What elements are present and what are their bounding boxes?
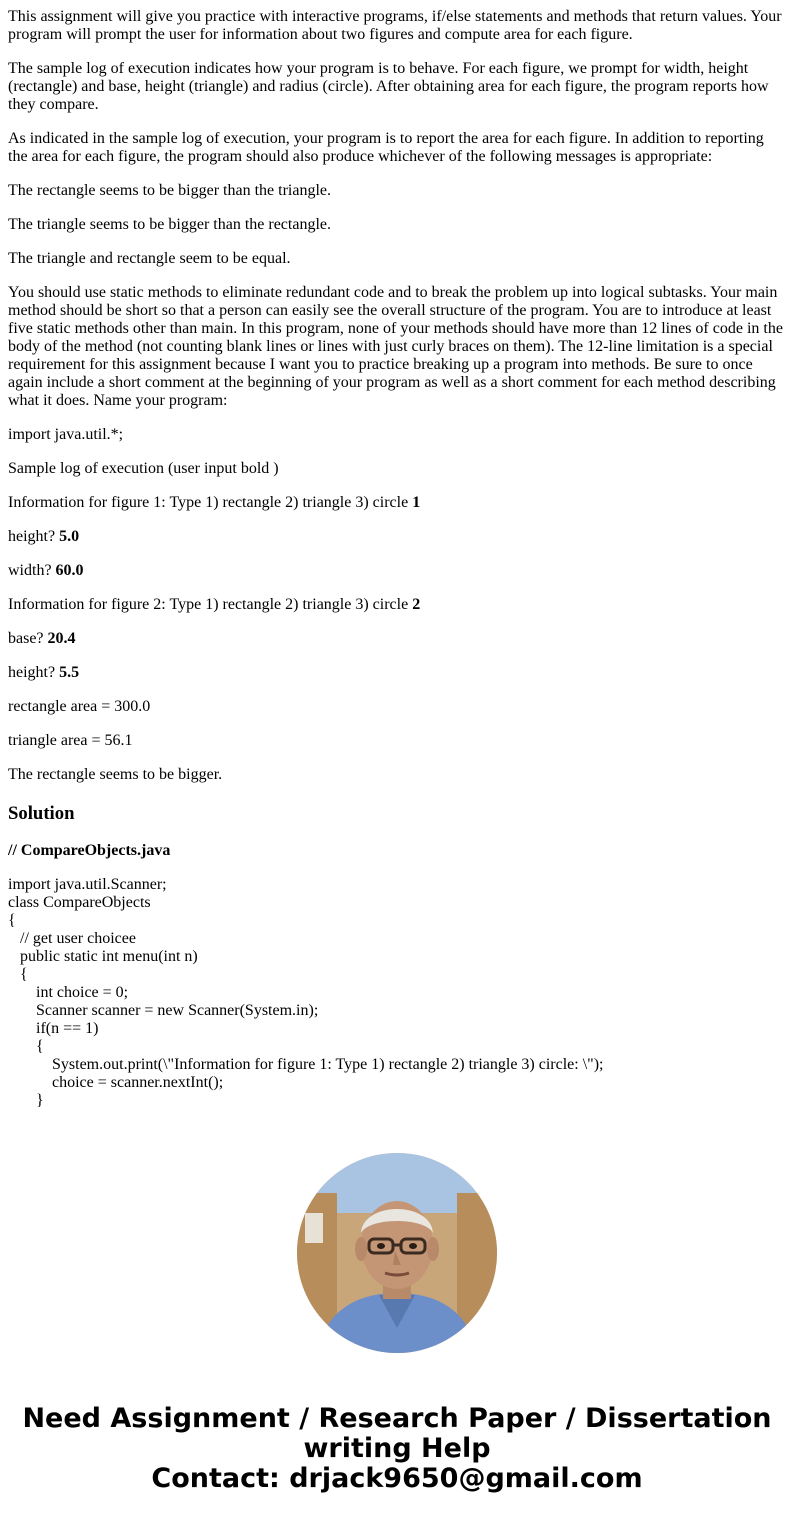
log-prompt: triangle area = 56.1 xyxy=(8,732,133,749)
log-line xyxy=(8,766,786,784)
sample-log-description: The sample log of execution indicates how your program is to behave. For each figure, we prompt for width, height (rectangle) and base, height (triangle) and radius (circle). After obtaining area for each figure, the program reports how they compare. xyxy=(8,60,769,113)
log-user-input: 5.5 xyxy=(59,664,80,681)
log-line xyxy=(8,630,786,648)
contact-banner xyxy=(0,1404,794,1494)
code-line: // get user choicee xyxy=(8,930,136,947)
log-prompt: The rectangle seems to be bigger. xyxy=(8,766,223,783)
log-line xyxy=(8,596,786,614)
log-user-input: 5.0 xyxy=(59,528,80,545)
import-line: import java.util.*; xyxy=(8,426,124,443)
code-line: int choice = 0; xyxy=(8,984,129,1001)
code-line: { xyxy=(8,912,16,929)
log-user-input: 2 xyxy=(412,596,421,613)
log-line xyxy=(8,494,786,512)
code-line: public static int menu(int n) xyxy=(8,948,198,965)
file-comment: // CompareObjects.java xyxy=(8,842,171,859)
log-line xyxy=(8,732,786,750)
code-line: } xyxy=(8,1092,44,1109)
code-line: class CompareObjects xyxy=(8,894,151,911)
message-rectangle-bigger: The rectangle seems to be bigger than the triangle. xyxy=(8,182,331,199)
sample-log-heading: Sample log of execution (user input bold ) xyxy=(8,460,279,477)
code-line: System.out.print(\"Information for figure 1: Type 1) rectangle 2) triangle 3) circle: \"); xyxy=(8,1056,604,1073)
log-user-input: 60.0 xyxy=(55,562,84,579)
requirements-paragraph: You should use static methods to eliminate redundant code and to break the problem up into logical subtasks. Your main method should be short so that a person can easily see the overall structure of the program. You are to introduce at least five static methods other than main. In this program, none of your methods should have more than 12 lines of code in the body of the method (not counting blank lines or lines with just curly braces on them). The 12-line limitation is a special requirement for this assignment because I want you to practice breaking up a program into methods. Be sure to once again include a short comment at the beginning of your program as well as a short comment for each method describing what it does. Name your program: xyxy=(8,284,783,409)
messages-description: As indicated in the sample log of execution, your program is to report the area for each figure. In addition to reporting the area for each figure, the program should also produce whichever of the following messages is appropriate: xyxy=(8,130,764,165)
code-block xyxy=(8,876,786,1110)
log-user-input: 20.4 xyxy=(47,630,76,647)
message-equal: The triangle and rectangle seem to be equal. xyxy=(8,250,291,267)
contact-email: Contact: drjack9650@gmail.com xyxy=(151,1463,643,1494)
banner-line: writing Help xyxy=(303,1433,491,1464)
log-prompt: base? xyxy=(8,630,48,647)
log-line xyxy=(8,664,786,682)
log-prompt: Information for figure 2: Type 1) rectangle 2) triangle 3) circle xyxy=(8,596,413,613)
log-line xyxy=(8,528,786,546)
banner-line: Need Assignment / Research Paper / Dissertation xyxy=(22,1403,772,1434)
log-user-input: 1 xyxy=(412,494,421,511)
avatar xyxy=(297,1153,497,1353)
log-prompt: height? xyxy=(8,528,60,545)
log-prompt: width? xyxy=(8,562,56,579)
code-line: { xyxy=(8,1038,44,1055)
code-line: Scanner scanner = new Scanner(System.in); xyxy=(8,1002,319,1019)
code-line: import java.util.Scanner; xyxy=(8,876,167,893)
code-line: choice = scanner.nextInt(); xyxy=(8,1074,224,1091)
solution-heading: Solution xyxy=(8,803,75,824)
log-prompt: Information for figure 1: Type 1) rectangle 2) triangle 3) circle xyxy=(8,494,413,511)
code-line: { xyxy=(8,966,28,983)
code-line: if(n == 1) xyxy=(8,1020,99,1037)
log-line xyxy=(8,562,786,580)
intro-paragraph: This assignment will give you practice with interactive programs, if/else statements and methods that return values. Your program will prompt the user for information about two figures and compute area for each figure. xyxy=(8,8,782,43)
message-triangle-bigger: The triangle seems to be bigger than the rectangle. xyxy=(8,216,331,233)
log-prompt: rectangle area = 300.0 xyxy=(8,698,151,715)
log-prompt: height? xyxy=(8,664,60,681)
log-line xyxy=(8,698,786,716)
avatar-portrait-image xyxy=(297,1153,497,1353)
